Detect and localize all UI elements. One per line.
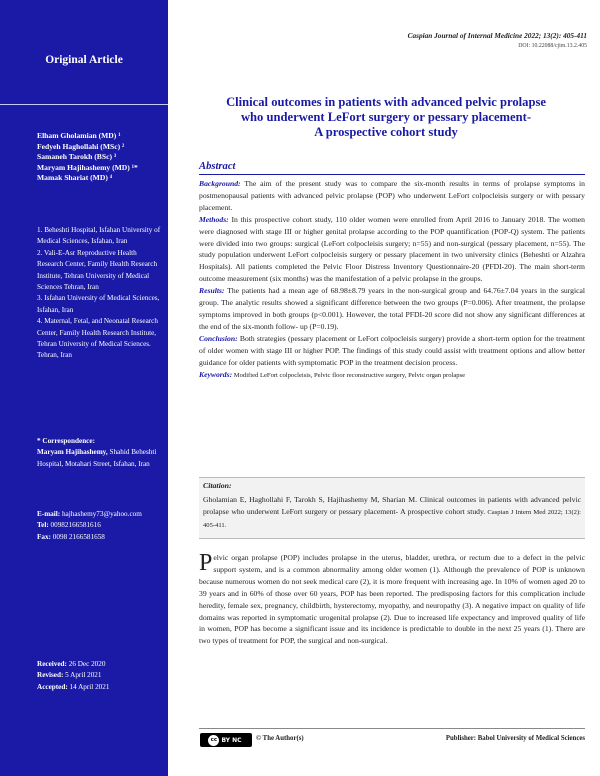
article-dates <box>37 659 109 693</box>
conclusion-text: Both strategies (pessary placement or LeFort colpocleisis surgery) provide a short-term option for the treatment of older women with stage III or higher POP. The findings of this study could assist with treatment options and allow better guidance for older patients with symptomatic POP in the treatment decision process. <box>199 333 585 367</box>
drop-cap: P <box>199 550 213 576</box>
license-text: BY NC <box>221 736 242 744</box>
affiliation-list <box>37 225 162 362</box>
correspondence-details <box>37 447 162 470</box>
abstract-heading: Abstract <box>199 161 236 172</box>
intro-paragraph <box>199 552 585 647</box>
affiliation: 3. Isfahan University of Medical Sciences, Isfahan, Iran <box>37 294 160 314</box>
results-label: Results: <box>199 286 225 296</box>
email-address[interactable]: hajhashemy73@yahoo.com <box>60 510 142 518</box>
body-text <box>199 552 585 647</box>
abstract-conclusion <box>199 333 585 369</box>
received-value: 26 Dec 2020 <box>66 660 106 668</box>
author: Elham Gholamian (MD) ¹ <box>37 131 121 140</box>
methods-label: Methods: <box>199 214 229 224</box>
email-line <box>37 509 165 520</box>
title-line: who underwent LeFort surgery or pessary placement- <box>240 110 532 124</box>
author: Mamak Shariat (MD) ⁴ <box>37 173 113 182</box>
revised-value: 5 April 2021 <box>63 671 102 680</box>
fax-line <box>37 532 165 543</box>
affiliation: 4. Maternal, Fetal, and Neonatal Research Center, Family Health Research Institute, Tehran University of Medical Sciences. Tehran, Iran <box>37 317 158 360</box>
citation-journal: Caspian J Intern Med 2022; 13(2): 405-411. <box>203 509 581 530</box>
affiliation: 2. Vali-E-Asr Reproductive Health Research Center, Family Health Research Institute, Tehran University of Medical Sciences Tehran, Iran <box>37 248 158 292</box>
cc-license-badge[interactable] <box>200 733 252 747</box>
author-list <box>37 131 138 184</box>
abstract-results <box>199 285 585 333</box>
journal-citation: Caspian Journal of Internal Medicine 2022; 13(2): 405-411 <box>407 31 587 40</box>
author: Fedyeh Haghollahi (MSc) ² <box>37 141 125 151</box>
correspondence-address: Shahid Beheshti Hospital, Motahari Street, Isfahan, Iran <box>37 448 157 468</box>
sidebar-divider <box>0 104 168 105</box>
article-title <box>182 95 590 140</box>
doi[interactable]: DOI: 10.22088/cjim.13.2.405 <box>518 43 587 49</box>
conclusion-label: Conclusion: <box>199 333 238 343</box>
fax-number: 0098 2166581658 <box>50 532 105 541</box>
contact-info <box>37 509 165 543</box>
abstract-methods <box>199 214 585 285</box>
tel-line <box>37 520 165 531</box>
tel-label: Tel: <box>37 521 49 530</box>
correspondence-name: Maryam Hajihashemy, <box>37 448 108 457</box>
publisher: Publisher: Babol University of Medical Sciences <box>445 735 585 742</box>
email-label: E-mail: <box>37 510 61 518</box>
results-text: The patients had a mean age of 68.98±8.79 years in the non-surgical group and 64.76±7.04 years in the surgical group. The analytic results showed a significant difference between the two groups (P=0.006). After treatment, the prolapse symptoms improved in both groups (p<0.001). However, the total PFDI-20 score did not show any significant differences at the end of the six-month follow- up (P=0.19). <box>199 286 585 331</box>
copyright: © The Author(s) <box>256 735 304 742</box>
citation-text <box>203 494 581 533</box>
received-label: Received: <box>37 660 67 668</box>
sidebar <box>0 0 168 776</box>
received-date <box>37 659 109 670</box>
correspondence <box>37 436 162 470</box>
citation-box <box>199 477 585 539</box>
background-text: The aim of the present study was to compare the six-month results in terms of prolapse symptoms in postmenopausal patients with advanced pelvic prolapse (POP) who underwent LeFort colpocleisis surgery or with pessary placement. <box>199 179 585 212</box>
correspondence-label: * Correspondence: <box>37 437 95 445</box>
keywords-text: Modified LeFort colpocleisis, Pelvic floor reconstructive surgery, Pelvic organ prolapse <box>232 371 466 379</box>
background-label: Background: <box>199 179 241 188</box>
author: Maryam Hajihashemy (MD) ¹* <box>37 162 138 172</box>
accepted-value: 14 April 2021 <box>67 682 110 691</box>
accepted-label: Accepted: <box>37 682 68 691</box>
abstract-background <box>199 178 585 214</box>
revised-date <box>37 670 109 681</box>
title-line: A prospective cohort study <box>314 125 458 139</box>
cc-icon: cc <box>208 735 219 746</box>
revised-label: Revised: <box>37 671 64 680</box>
author: Samaneh Tarokh (BSc) ³ <box>37 152 117 161</box>
citation-heading: Citation: <box>203 481 232 490</box>
tel-number: 00982166581616 <box>48 521 101 530</box>
methods-text: In this prospective cohort study, 110 older women were enrolled from April 2016 to January 2018. The women were diagnosed with stage III or higher genital prolapse according to the POP quantification (POP-Q) system. The patients were divided into two groups: surgical (LeFort colpocleisis surgery; n=55) and non-surgical (pessary placement, n=55). The study population underwent LeFort colpocleisis surgery or pessary placement in two university clinics (Beheshti or Alzahra Hospitals). All patients completed the Pelvic Floor Distress Inventory Questionnaire-20 (PFDI-20). The main short-term outcome measurement (six months) was the manifestation of a pelvic prolapse in the groups. <box>199 214 585 284</box>
abstract-divider <box>199 174 585 175</box>
footer-divider <box>199 728 585 729</box>
accepted-date <box>37 682 109 693</box>
keywords-label: Keywords: <box>199 369 233 379</box>
article-type: Original Article <box>45 54 123 66</box>
citation-body: Gholamian E, Haghollahi F, Tarokh S, Hajihashemy M, Sharian M. Clinical outcomes in patients with advanced pelvic prolapse who underwent LeFort surgery or pessary placement- A prospective cohort study. <box>203 495 581 517</box>
abstract-keywords <box>199 369 585 382</box>
affiliation: 1. Beheshti Hospital, Isfahan University of Medical Sciences, Isfahan, Iran <box>37 226 161 246</box>
abstract <box>199 178 585 381</box>
intro-text: elvic organ prolapse (POP) includes prolapse in the uterus, bladder, urethra, or rectum due to a defect in the pelvic support system, and is a common abnormality among older women (1). Although the prevalence of POP is unknown because numerous women do not seek medical care (2), it is more frequent with increasing age. In 10% of women aged 20 to 39 years and in 60% of those over 60 years, POP has been reported. The predisposing factors for this complication include heredity, female sex, pregnancy, childbirth, hysterectomy, myopathy, and neuropathy (3). A negative impact on quality of life domains was reported in symptomatic urogenital prolapse (2). Due to increased life expectancy and improved quality of life in women, POP has become a significant issue and its incidence is predictable to double in the next 25 years (1). There are two types of treatment for POP, the surgical and non-surgical. <box>199 553 585 646</box>
fax-label: Fax: <box>37 532 51 541</box>
title-line: Clinical outcomes in patients with advanced pelvic prolapse <box>226 95 546 109</box>
